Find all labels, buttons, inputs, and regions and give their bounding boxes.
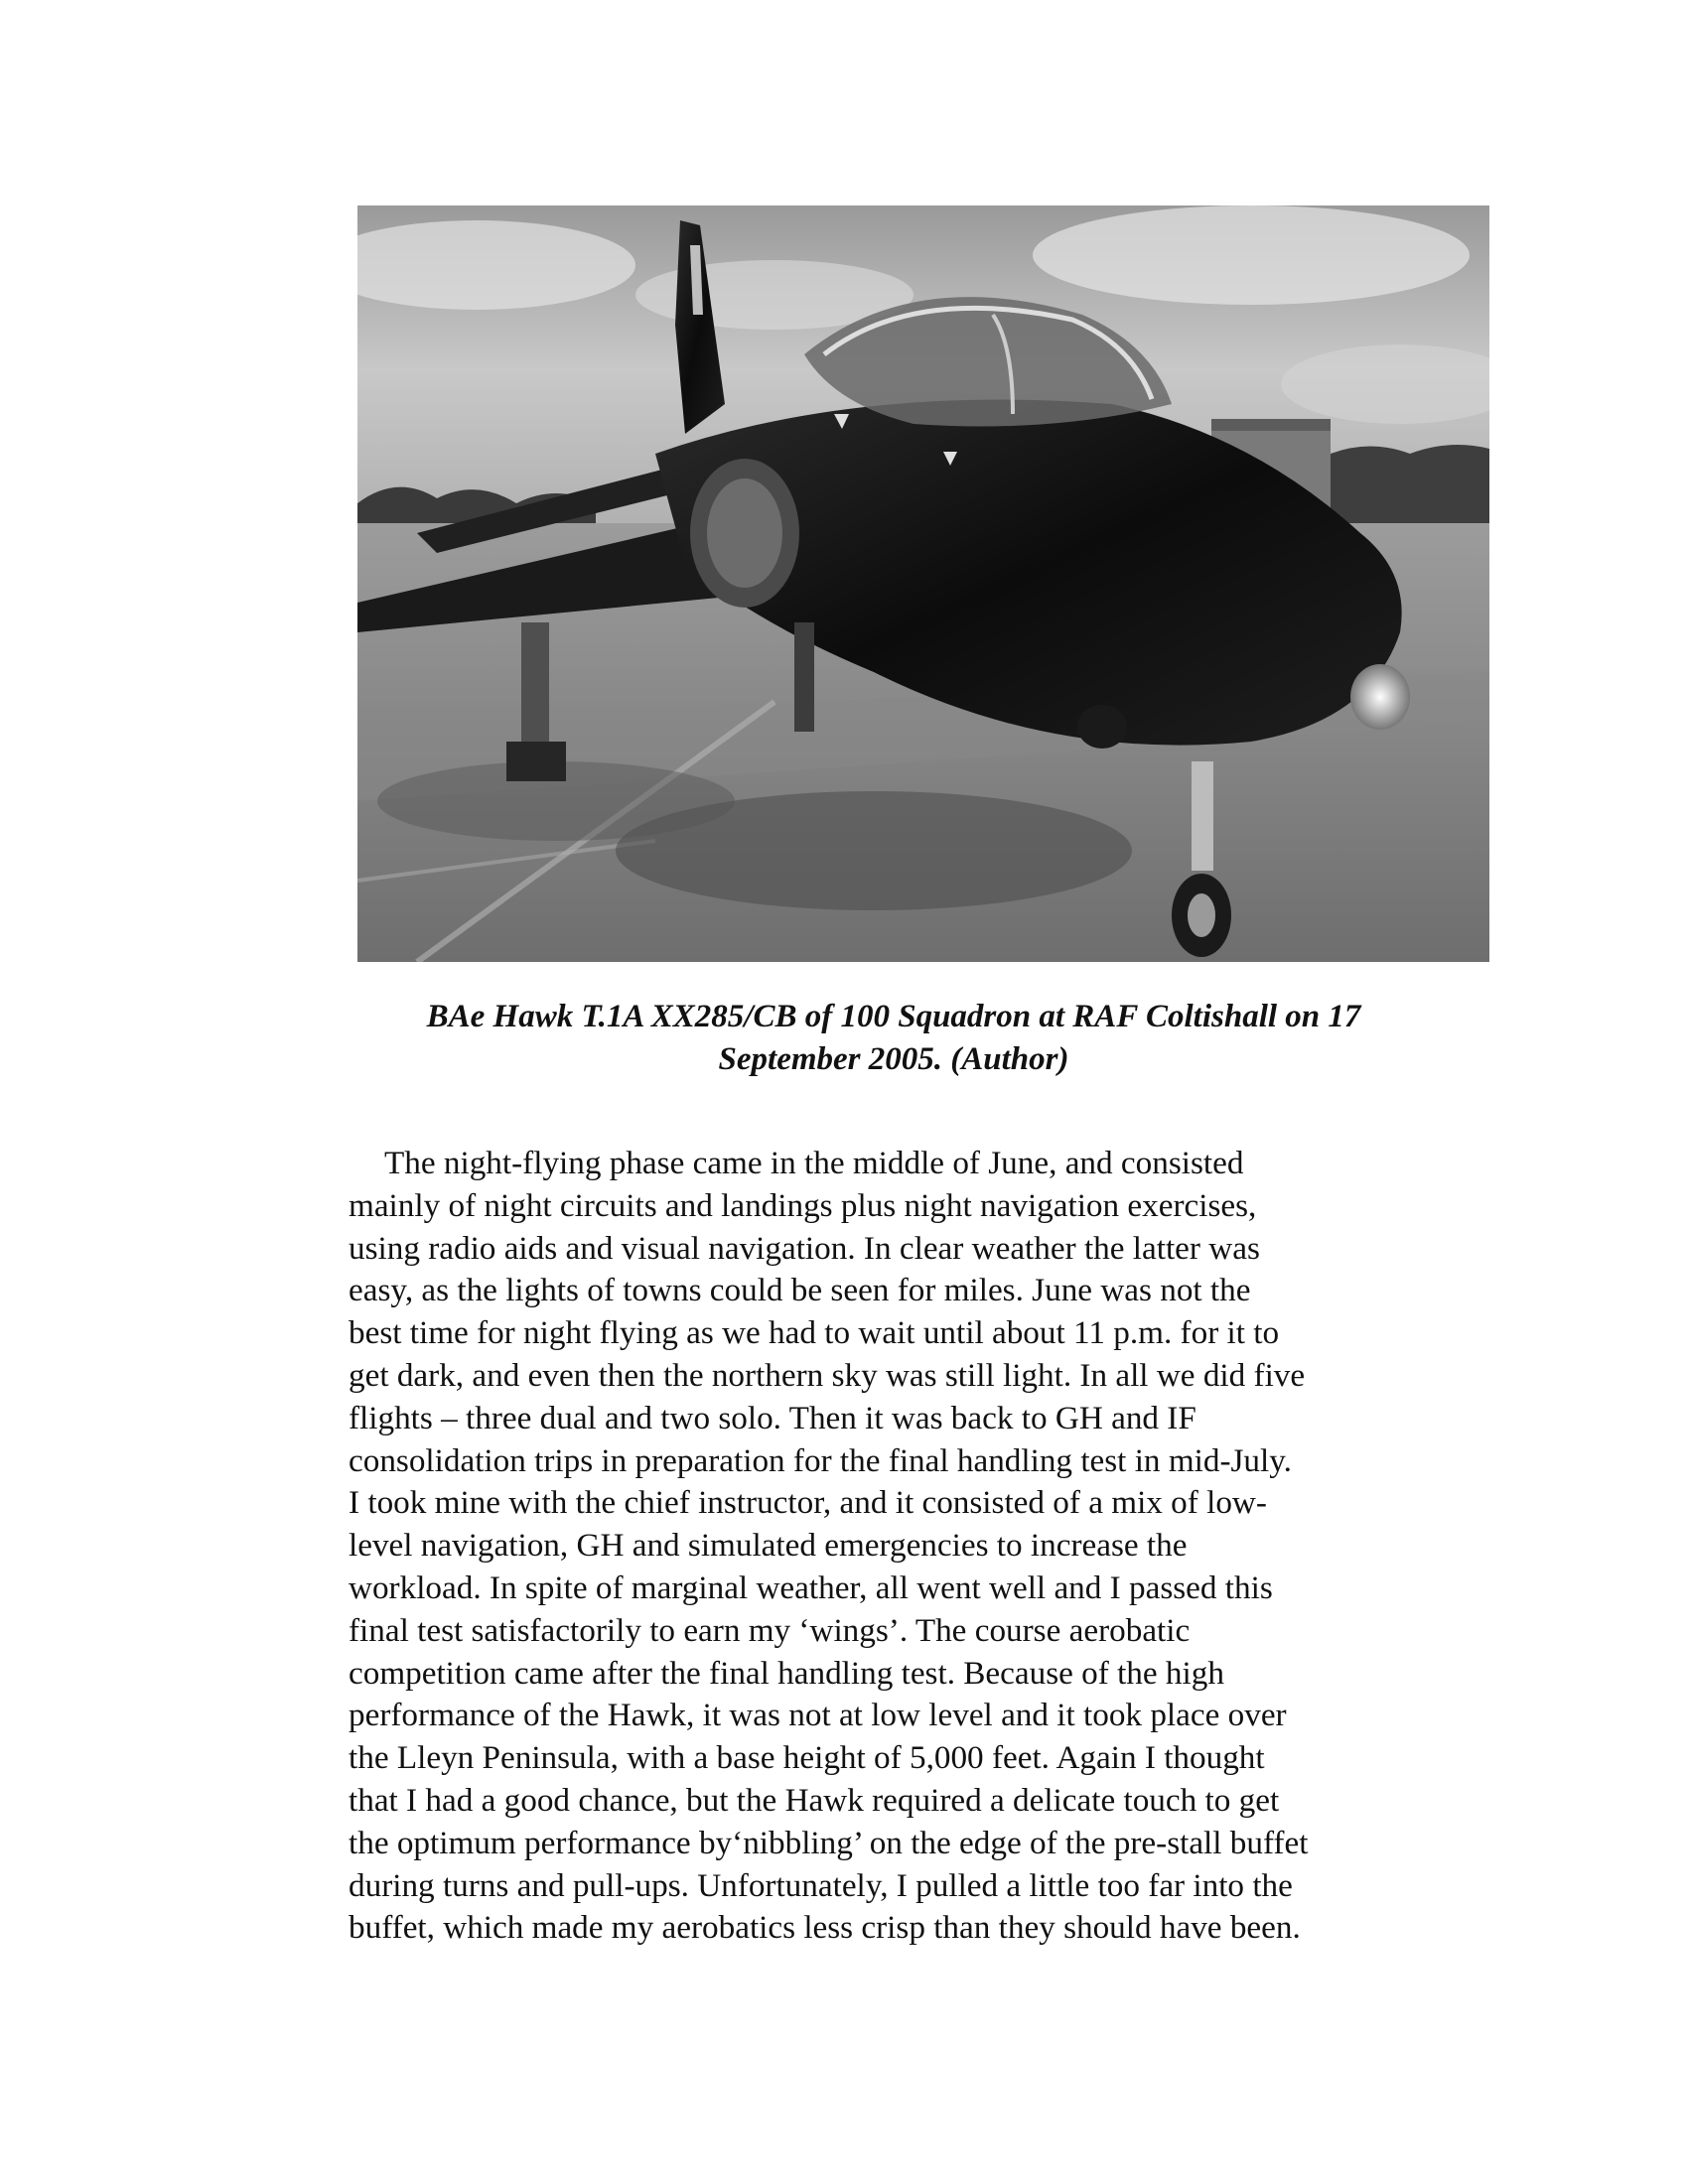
body-line: I took mine with the chief instructor, and it consisted of a mix of low- bbox=[349, 1484, 1267, 1522]
body-line: that I had a good chance, but the Hawk required a delicate touch to get bbox=[349, 1781, 1280, 1819]
body-line: during turns and pull-ups. Unfortunately, I pulled a little too far into the bbox=[349, 1866, 1293, 1904]
body-line: the Lleyn Peninsula, with a base height of 5,000 feet. Again I thought bbox=[349, 1739, 1265, 1777]
aircraft-photo bbox=[357, 205, 1489, 962]
body-line: workload. In spite of marginal weather, all went well and I passed this bbox=[349, 1569, 1273, 1606]
body-line: mainly of night circuits and landings plus night navigation exercises, bbox=[349, 1186, 1257, 1224]
body-line: flights – three dual and two solo. Then it was back to GH and IF bbox=[349, 1399, 1196, 1436]
body-line: the optimum performance by‘nibbling’ on the edge of the pre-stall buffet bbox=[349, 1824, 1309, 1861]
caption-line: September 2005. (Author) bbox=[718, 1041, 1069, 1077]
body-line: performance of the Hawk, it was not at low level and it took place over bbox=[349, 1697, 1287, 1734]
body-line: buffet, which made my aerobatics less crisp than they should have been. bbox=[349, 1909, 1301, 1947]
caption-line: BAe Hawk T.1A XX285/CB of 100 Squadron at RAF Coltishall on 17 bbox=[426, 999, 1361, 1034]
body-line: final test satisfactorily to earn my ‘wings’. The course aerobatic bbox=[349, 1611, 1191, 1649]
body-paragraph bbox=[349, 1143, 1451, 1950]
hawk-jet-image bbox=[357, 205, 1489, 962]
figure-caption bbox=[338, 996, 1450, 1081]
body-line: easy, as the lights of towns could be seen for miles. June was not the bbox=[349, 1272, 1251, 1309]
body-line: consolidation trips in preparation for the final handling test in mid-July. bbox=[349, 1441, 1292, 1479]
body-line: get dark, and even then the northern sky was still light. In all we did five bbox=[349, 1356, 1306, 1394]
body-line: using radio aids and visual navigation. In clear weather the latter was bbox=[349, 1229, 1260, 1267]
body-line: level navigation, GH and simulated emergencies to increase the bbox=[349, 1527, 1188, 1565]
body-line: competition came after the final handling test. Because of the high bbox=[349, 1654, 1224, 1692]
body-line: The night-flying phase came in the middle of June, and consisted bbox=[384, 1145, 1244, 1181]
body-line: best time for night flying as we had to wait until about 11 p.m. for it to bbox=[349, 1314, 1280, 1352]
